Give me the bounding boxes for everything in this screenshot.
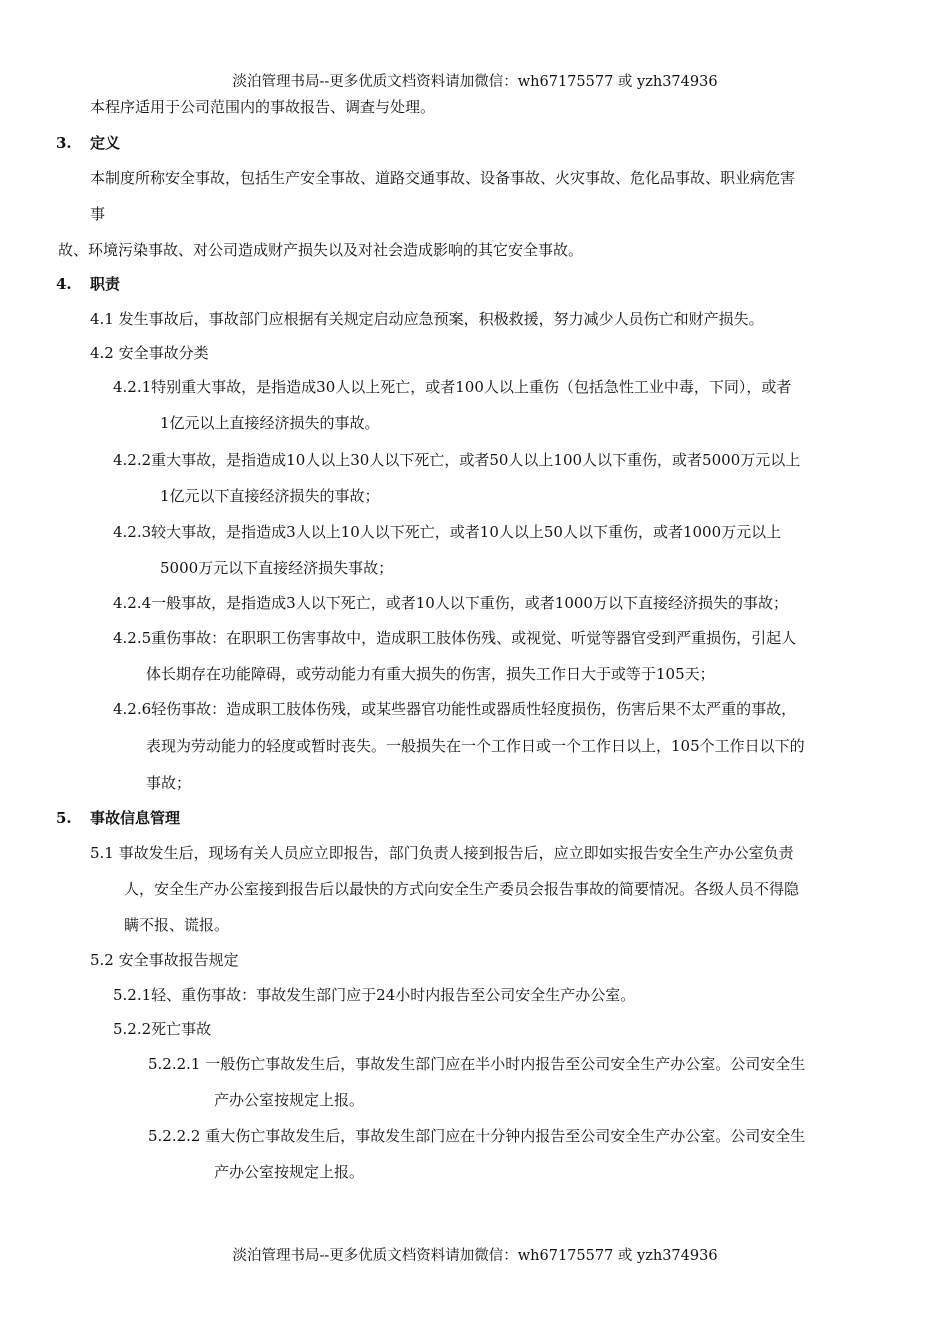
- clause-4-2-2-line-2: 1亿元以下直接经济损失的事故；: [160, 487, 380, 505]
- scope-text: 本程序适用于公司范围内的事故报告、调查与处理。: [90, 98, 436, 116]
- clause-5-1-line-1: 5.1 事故发生后，现场有关人员应立即报告，部门负责人接到报告后，应立即如实报告安全生产办公室负责: [90, 844, 794, 862]
- clause-4-2-3-line-1: 4.2.3较大事故，是指造成3人以上10人以下死亡，或者10人以上50人以下重伤，或者1000万元以上: [113, 523, 782, 541]
- page-footer: 淡泊管理书局--更多优质文档资料请加微信：wh67175577 或 yzh374936: [232, 1248, 718, 1264]
- clause-4-2-4: 4.2.4一般事故，是指造成3人以下死亡，或者10人以下重伤，或者1000万以下直接经济损失的事故；: [113, 594, 788, 612]
- section-5-title: 事故信息管理: [90, 809, 181, 827]
- clause-4-2-6-line-2: 表现为劳动能力的轻度或暂时丧失。一般损失在一个工作日或一个工作日以上，105个工作日以下的: [146, 737, 805, 755]
- definition-line-3: 故、环境污染事故、对公司造成财产损失以及对社会造成影响的其它安全事故。: [58, 241, 584, 259]
- definition-line-1: 本制度所称安全事故，包括生产安全事故、道路交通事故、设备事故、火灾事故、危化品事故、职业病危害: [90, 169, 796, 187]
- section-5-number: 5.: [56, 809, 72, 827]
- clause-5-1-line-2: 人，安全生产办公室接到报告后以最快的方式向安全生产委员会报告事故的简要情况。各级人员不得隐: [124, 880, 800, 898]
- clause-5-2-2-1-line-1: 5.2.2.1 一般伤亡事故发生后，事故发生部门应在半小时内报告至公司安全生产办公室。公司安全生: [148, 1055, 806, 1073]
- clause-4-2-1-line-2: 1亿元以上直接经济损失的事故。: [160, 414, 380, 432]
- clause-4-2-1-line-1: 4.2.1特别重大事故，是指造成30人以上死亡，或者100人以上重伤（包括急性工业中毒，下同），或者: [113, 378, 792, 396]
- section-4-number: 4.: [56, 275, 72, 293]
- clause-4-2-6-line-3: 事故；: [146, 774, 192, 792]
- clause-4-2-5-line-2: 体长期存在功能障碍，或劳动能力有重大损失的伤害，损失工作日大于或等于105天；: [146, 665, 715, 683]
- section-3-title: 定义: [90, 134, 121, 152]
- page-header: 淡泊管理书局--更多优质文档资料请加微信：wh67175577 或 yzh374936: [232, 74, 718, 90]
- clause-5-1-line-3: 瞒不报、谎报。: [124, 916, 230, 934]
- clause-4-2: 4.2 安全事故分类: [90, 344, 209, 362]
- clause-4-2-2-line-1: 4.2.2重大事故，是指造成10人以上30人以下死亡，或者50人以上100人以下重伤，或者5000万元以上: [113, 451, 801, 469]
- clause-5-2-2-1-line-2: 产办公室按规定上报。: [214, 1091, 365, 1109]
- clause-5-2: 5.2 安全事故报告规定: [90, 951, 239, 969]
- definition-line-2: 事: [90, 205, 106, 223]
- clause-5-2-1: 5.2.1轻、重伤事故：事故发生部门应于24小时内报告至公司安全生产办公室。: [113, 986, 636, 1004]
- clause-5-2-2-2-line-1: 5.2.2.2 重大伤亡事故发生后，事故发生部门应在十分钟内报告至公司安全生产办公室。公司安全生: [148, 1127, 806, 1145]
- clause-4-2-3-line-2: 5000万元以下直接经济损失事故；: [160, 559, 394, 577]
- section-3-number: 3.: [56, 134, 72, 152]
- clause-4-1: 4.1 发生事故后，事故部门应根据有关规定启动应急预案，积极救援，努力减少人员伤亡和财产损失。: [90, 310, 764, 328]
- clause-4-2-5-line-1: 4.2.5重伤事故：在职职工伤害事故中，造成职工肢体伤残、或视觉、听觉等器官受到严重损伤，引起人: [113, 629, 797, 647]
- section-4-title: 职责: [90, 275, 121, 293]
- clause-5-2-2-2-line-2: 产办公室按规定上报。: [214, 1163, 365, 1181]
- clause-5-2-2: 5.2.2死亡事故: [113, 1020, 212, 1038]
- clause-4-2-6-line-1: 4.2.6轻伤事故：造成职工肢体伤残，或某些器官功能性或器质性轻度损伤，伤害后果不太严重的事故，: [113, 700, 797, 718]
